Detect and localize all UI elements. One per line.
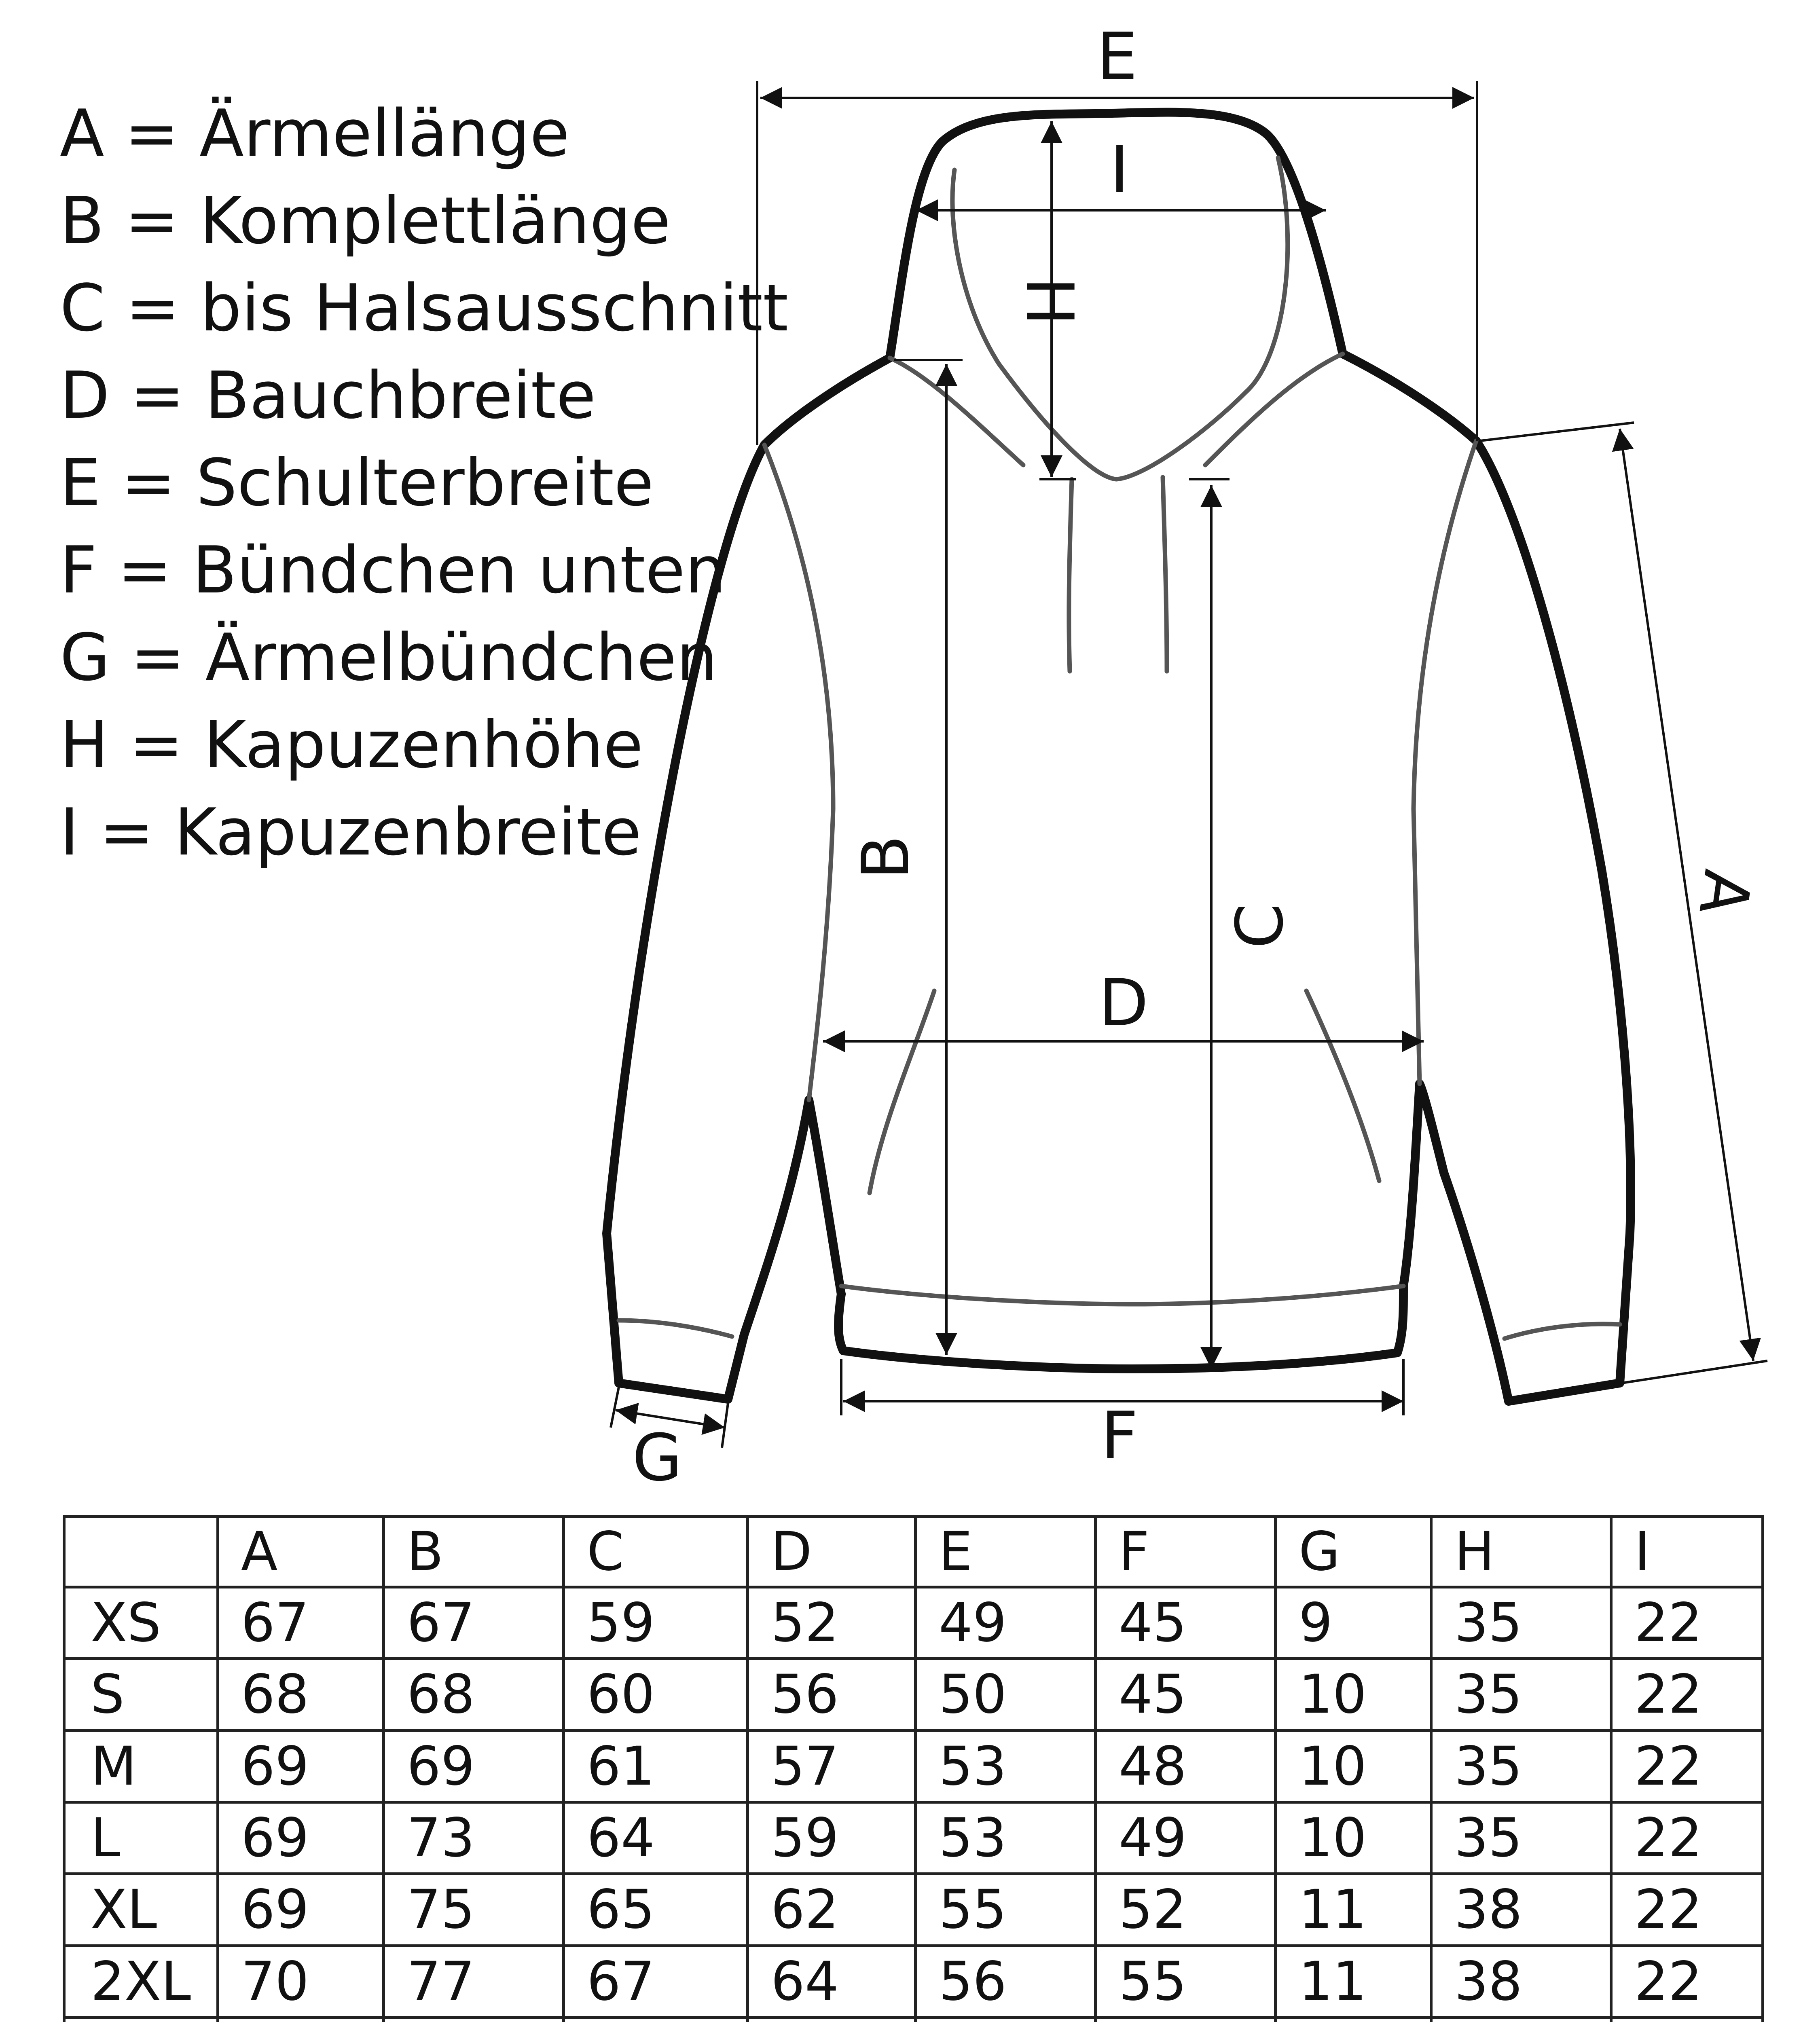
table-row bbox=[64, 1946, 1763, 2017]
value-cell: 52 bbox=[748, 1587, 916, 1659]
label-b: B bbox=[848, 835, 923, 880]
value-cell: 75 bbox=[384, 1874, 564, 1946]
value-cell: 10 bbox=[1276, 1802, 1431, 1874]
value-cell: 35 bbox=[1431, 1730, 1611, 1802]
value-cell: 45 bbox=[1096, 1659, 1276, 1730]
header-cell-d: D bbox=[748, 1516, 916, 1587]
value-cell: 49 bbox=[916, 1587, 1096, 1659]
value-cell: 69 bbox=[218, 1874, 384, 1946]
left-cuff-seam bbox=[619, 1320, 732, 1337]
legend-item-f: F = Bündchen unten bbox=[60, 532, 726, 608]
size-cell bbox=[64, 2017, 218, 2022]
size-cell: XL bbox=[64, 1874, 218, 1946]
value-cell: 55 bbox=[916, 1874, 1096, 1946]
value-cell: 65 bbox=[564, 1874, 748, 1946]
value-cell: 69 bbox=[384, 1730, 564, 1802]
value-cell: 59 bbox=[564, 1587, 748, 1659]
table-header-row bbox=[64, 1516, 1763, 1587]
value-cell: 60 bbox=[564, 1659, 748, 1730]
value-cell: 22 bbox=[1611, 1730, 1763, 1802]
legend-item-e: E = Schulterbreite bbox=[60, 445, 654, 520]
size-cell: M bbox=[64, 1730, 218, 1802]
left-pocket bbox=[870, 991, 934, 1193]
value-cell: 35 bbox=[1431, 1802, 1611, 1874]
value-cell: 73 bbox=[384, 1802, 564, 1874]
value-cell: 69 bbox=[218, 1802, 384, 1874]
dimension-a-bottom-guide bbox=[1622, 1361, 1767, 1383]
table-row bbox=[64, 1730, 1763, 1802]
value-cell: 22 bbox=[1611, 1659, 1763, 1730]
header-cell-i: I bbox=[1611, 1516, 1763, 1587]
label-f: F bbox=[1100, 1398, 1139, 1473]
label-h: H bbox=[1012, 277, 1088, 326]
drawstring-right bbox=[1163, 477, 1167, 671]
legend-item-h: H = Kapuzenhöhe bbox=[60, 707, 643, 783]
header-cell-h: H bbox=[1431, 1516, 1611, 1587]
label-c: C bbox=[1222, 903, 1297, 949]
value-cell: 64 bbox=[564, 1802, 748, 1874]
value-cell: 38 bbox=[1431, 1874, 1611, 1946]
value-cell: 22 bbox=[1611, 1802, 1763, 1874]
value-cell: 57 bbox=[748, 1730, 916, 1802]
value-cell bbox=[1611, 2017, 1763, 2022]
legend-item-b: B = Komplettlänge bbox=[60, 183, 671, 258]
size-chart-table bbox=[63, 1515, 1764, 2022]
value-cell: 9 bbox=[1276, 1587, 1431, 1659]
value-cell bbox=[1431, 2017, 1611, 2022]
legend-item-c: C = bis Halsausschnitt bbox=[60, 270, 788, 346]
legend-item-i: I = Kapuzenbreite bbox=[60, 794, 641, 870]
value-cell bbox=[748, 2017, 916, 2022]
value-cell: 67 bbox=[218, 1587, 384, 1659]
value-cell: 22 bbox=[1611, 1587, 1763, 1659]
left-sleeve-seam bbox=[764, 445, 833, 1100]
size-cell: 2XL bbox=[64, 1946, 218, 2017]
header-cell-c: C bbox=[564, 1516, 748, 1587]
value-cell bbox=[564, 2017, 748, 2022]
right-cuff-seam bbox=[1505, 1324, 1620, 1339]
dimension-lines bbox=[611, 81, 1767, 1448]
hoodie-inner-lines bbox=[619, 158, 1620, 1339]
value-cell: 38 bbox=[1431, 1946, 1611, 2017]
drawstring-left bbox=[1069, 479, 1072, 671]
value-cell bbox=[384, 2017, 564, 2022]
value-cell: 48 bbox=[1096, 1730, 1276, 1802]
header-cell-size bbox=[64, 1516, 218, 1587]
right-sleeve-seam bbox=[1414, 441, 1476, 1084]
label-a: A bbox=[1684, 865, 1766, 920]
neck-left-line bbox=[890, 358, 1023, 465]
table-row bbox=[64, 1874, 1763, 1946]
value-cell: 61 bbox=[564, 1730, 748, 1802]
value-cell bbox=[1276, 2017, 1431, 2022]
value-cell: 22 bbox=[1611, 1874, 1763, 1946]
table-row bbox=[64, 1659, 1763, 1730]
value-cell: 52 bbox=[1096, 1874, 1276, 1946]
table-row bbox=[64, 1802, 1763, 1874]
value-cell: 56 bbox=[748, 1659, 916, 1730]
legend-item-d: D = Bauchbreite bbox=[60, 357, 596, 433]
value-cell bbox=[916, 2017, 1096, 2022]
value-cell: 69 bbox=[218, 1730, 384, 1802]
size-cell: XS bbox=[64, 1587, 218, 1659]
header-cell-f: F bbox=[1096, 1516, 1276, 1587]
label-d: D bbox=[1098, 965, 1149, 1041]
dimension-g-left-guide bbox=[611, 1387, 619, 1428]
value-cell: 11 bbox=[1276, 1946, 1431, 2017]
value-cell: 45 bbox=[1096, 1587, 1276, 1659]
value-cell: 10 bbox=[1276, 1730, 1431, 1802]
value-cell: 68 bbox=[218, 1659, 384, 1730]
value-cell: 49 bbox=[1096, 1802, 1276, 1874]
header-cell-g: G bbox=[1276, 1516, 1431, 1587]
header-cell-a: A bbox=[218, 1516, 384, 1587]
value-cell: 11 bbox=[1276, 1874, 1431, 1946]
value-cell: 70 bbox=[218, 1946, 384, 2017]
size-cell: S bbox=[64, 1659, 218, 1730]
label-e: E bbox=[1096, 19, 1138, 94]
label-g: G bbox=[632, 1420, 682, 1495]
value-cell: 22 bbox=[1611, 1946, 1763, 2017]
right-sleeve-outline bbox=[1343, 354, 1631, 1401]
value-cell: 35 bbox=[1431, 1659, 1611, 1730]
legend-item-g: G = Ärmelbündchen bbox=[60, 620, 718, 695]
left-sleeve-outline bbox=[607, 358, 890, 1399]
value-cell: 10 bbox=[1276, 1659, 1431, 1730]
value-cell: 67 bbox=[564, 1946, 748, 2017]
value-cell: 67 bbox=[384, 1587, 564, 1659]
dimension-g-right-guide bbox=[722, 1403, 728, 1448]
value-cell: 53 bbox=[916, 1730, 1096, 1802]
legend-item-a: A = Ärmellänge bbox=[60, 95, 570, 171]
value-cell: 35 bbox=[1431, 1587, 1611, 1659]
right-pocket bbox=[1306, 991, 1379, 1181]
value-cell bbox=[218, 2017, 384, 2022]
value-cell bbox=[1096, 2017, 1276, 2022]
label-i: I bbox=[1110, 132, 1129, 207]
size-cell: L bbox=[64, 1802, 218, 1874]
table-row bbox=[64, 1587, 1763, 1659]
dimension-a-top-guide bbox=[1480, 423, 1634, 441]
value-cell: 55 bbox=[1096, 1946, 1276, 2017]
value-cell: 50 bbox=[916, 1659, 1096, 1730]
waistband-seam bbox=[841, 1286, 1403, 1304]
value-cell: 64 bbox=[748, 1946, 916, 2017]
table-row bbox=[64, 2017, 1763, 2022]
value-cell: 59 bbox=[748, 1802, 916, 1874]
value-cell: 53 bbox=[916, 1802, 1096, 1874]
value-cell: 56 bbox=[916, 1946, 1096, 2017]
value-cell: 68 bbox=[384, 1659, 564, 1730]
value-cell: 77 bbox=[384, 1946, 564, 2017]
header-cell-b: B bbox=[384, 1516, 564, 1587]
header-cell-e: E bbox=[916, 1516, 1096, 1587]
value-cell: 62 bbox=[748, 1874, 916, 1946]
bottom-hem-outline bbox=[838, 1286, 1403, 1369]
